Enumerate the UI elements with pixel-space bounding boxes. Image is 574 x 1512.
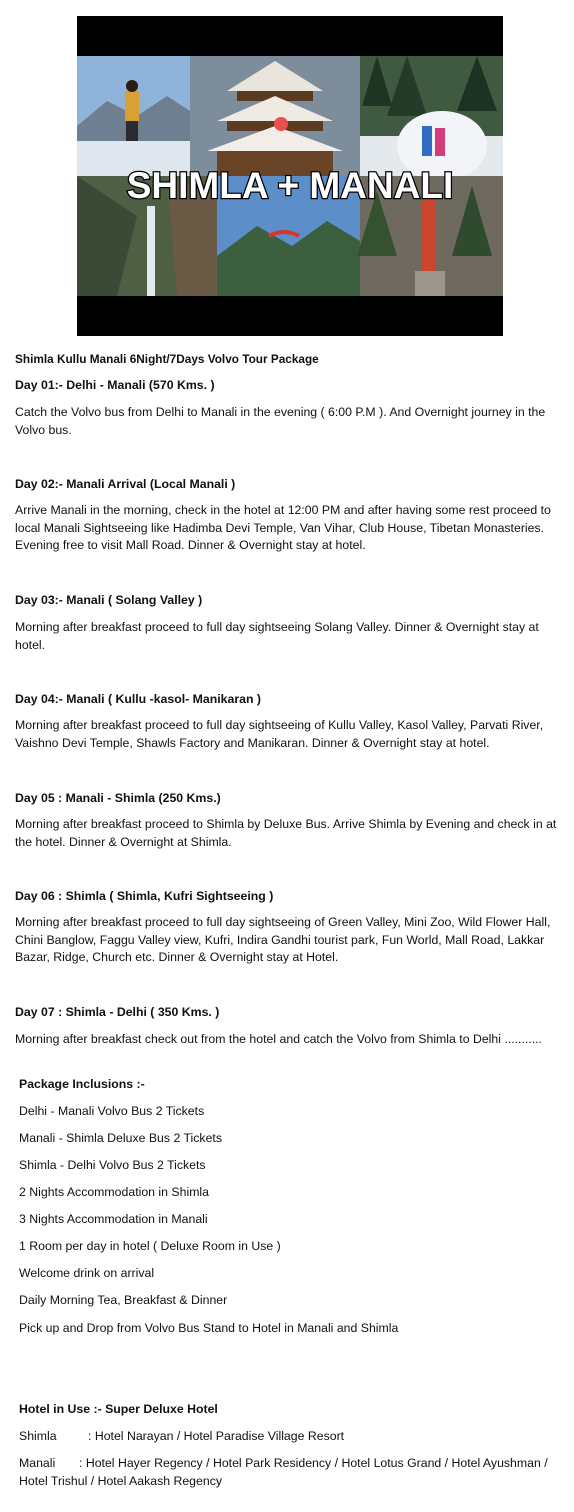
collage-graphic xyxy=(77,16,503,336)
inclusion-item: Welcome drink on arrival xyxy=(19,1266,155,1280)
day-5-title: Day 05 : Manali - Shimla (250 Kms.) xyxy=(15,791,221,805)
hero-overlay-text: SHIMLA + MANALI xyxy=(126,165,454,206)
inclusion-item: 3 Nights Accommodation in Manali xyxy=(19,1212,208,1226)
day-3-title: Day 03:- Manali ( Solang Valley ) xyxy=(15,593,203,607)
hotels-title: Hotel in Use :- Super Deluxe Hotel xyxy=(19,1402,218,1416)
inclusion-item: Delhi - Manali Volvo Bus 2 Tickets xyxy=(19,1104,205,1118)
page-title: Shimla Kullu Manali 6Night/7Days Volvo Tour Package xyxy=(15,352,319,366)
day-6-title: Day 06 : Shimla ( Shimla, Kufri Sightseeing ) xyxy=(15,889,274,903)
inclusion-item: Manali - Shimla Deluxe Bus 2 Tickets xyxy=(19,1131,222,1145)
day-3-description: Morning after breakfast proceed to full day sightseeing Solang Valley. Dinner & Overnight stay at hotel. xyxy=(15,620,539,652)
day-1-description: Catch the Volvo bus from Delhi to Manali in the evening ( 6:00 P.M ). And Overnight journey in the Volvo bus. xyxy=(15,405,546,437)
day-2-title: Day 02:- Manali Arrival (Local Manali ) xyxy=(15,477,236,491)
inclusion-item: 2 Nights Accommodation in Shimla xyxy=(19,1185,210,1199)
hotel-manali-value: : Hotel Hayer Regency / Hotel Park Residency / Hotel Lotus Grand / Hotel Ayushman / Hotel Trishul / Hotel Aakash Regency xyxy=(19,1456,548,1488)
day-7-title: Day 07 : Shimla - Delhi ( 350 Kms. ) xyxy=(15,1005,220,1019)
inclusion-item: Shimla - Delhi Volvo Bus 2 Tickets xyxy=(19,1158,206,1172)
inclusion-item: Pick up and Drop from Volvo Bus Stand to Hotel in Manali and Shimla xyxy=(19,1321,399,1335)
hero-image xyxy=(77,16,503,336)
day-4-title: Day 04:- Manali ( Kullu -kasol- Manikaran ) xyxy=(15,692,261,706)
inclusion-item: 1 Room per day in hotel ( Deluxe Room in Use ) xyxy=(19,1239,281,1253)
day-6-description: Morning after breakfast proceed to full day sightseeing of Green Valley, Mini Zoo, Wild Flower Hall, Chini Banglow, Faggu Valley view, Kufri, Indira Gandhi tourist park, Fun World, Mall Road, Lakkar Bazar, Ridge, Church etc. Dinner & Overnight stay at Hotel. xyxy=(15,915,551,964)
hotel-shimla-value: : Hotel Narayan / Hotel Paradise Village Resort xyxy=(88,1429,345,1443)
day-4-description: Morning after breakfast proceed to full day sightseeing of Kullu Valley, Kasol Valley, Parvati River, Vaishno Devi Temple, Shawls Factory and Manikaran. Dinner & Overnight stay at hotel. xyxy=(15,718,544,750)
day-5-description: Morning after breakfast proceed to Shimla by Deluxe Bus. Arrive Shimla by Evening and check in at the hotel. Dinner & Overnight at Shimla. xyxy=(15,817,557,849)
inclusions-title: Package Inclusions :- xyxy=(19,1077,145,1091)
day-1-title: Day 01:- Delhi - Manali (570 Kms. ) xyxy=(15,378,215,392)
hotel-shimla-label: Shimla xyxy=(19,1429,57,1443)
hotel-manali-label: Manali xyxy=(19,1456,56,1470)
day-2-description: Arrive Manali in the morning, check in the hotel at 12:00 PM and after having some rest proceed to local Manali Sightseeing like Hadimba Devi Temple, Van Vihar, Club House, Tibetan Monasteries. Evening free to visit Mall Road. Dinner & Overnight stay at hotel. xyxy=(15,503,551,552)
inclusion-item: Daily Morning Tea, Breakfast & Dinner xyxy=(19,1293,228,1307)
day-7-description: Morning after breakfast check out from the hotel and catch the Volvo from Shimla to Delhi ........... xyxy=(15,1032,542,1046)
